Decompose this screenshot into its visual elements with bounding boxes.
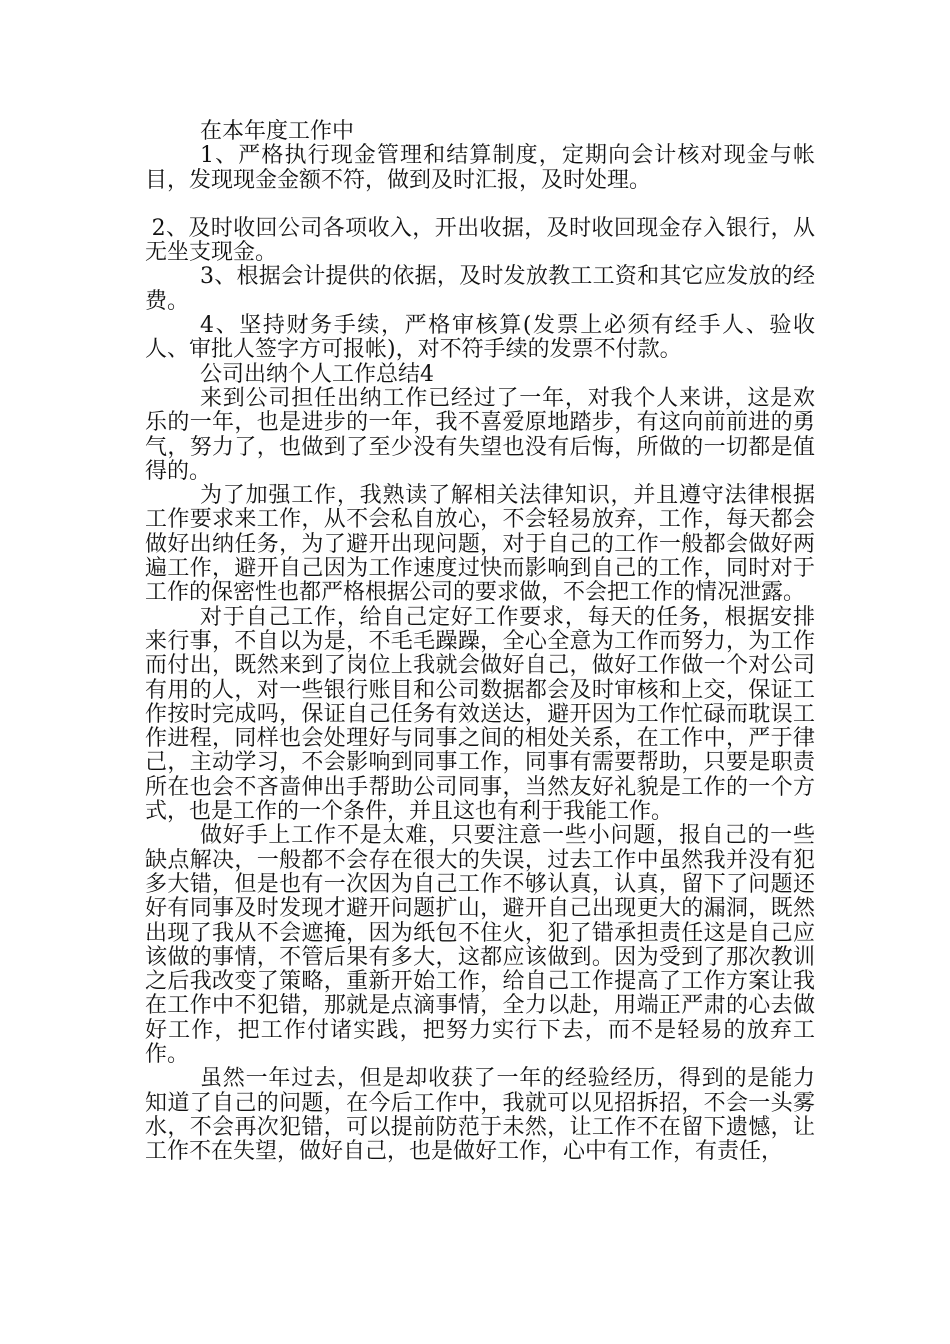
paragraph-body-5: 虽然一年过去，但是却收获了一年的经验经历，得到的是能力知道了自己的问题，在今后工作中，我就可以见招拆招，不会一头雾水，不会再次犯错，可以提前防范于未然，让工作不在留下遗憾，让工作不在失望，做好自己，也是做好工作，心中有工作，有责任， — [145, 1066, 815, 1165]
paragraph-body-1: 来到公司担任出纳工作已经过了一年，对我个人来讲，这是欢乐的一年，也是进步的一年，我不喜爱原地踏步，有这向前前进的勇气，努力了，也做到了至少没有失望也没有后悔，所做的一切都是值得的。 — [145, 385, 815, 484]
paragraph-item-4: 4、坚持财务手续，严格审核算(发票上必须有经手人、验收人、审批人签字方可报帐)，对不符手续的发票不付款。 — [145, 313, 815, 363]
paragraph-intro: 在本年度工作中 — [200, 119, 355, 144]
section-heading: 公司出纳个人工作总结4 — [200, 361, 434, 387]
paragraph-body-4: 做好手上工作不是太难，只要注意一些小问题，报自己的一些缺点解决，一般都不会存在很大的失误，过去工作中虽然我并没有犯多大错，但是也有一次因为自己工作不够认真，认真，留下了问题还好有同事及时发现才避开问题扩山，避开自己出现更大的漏洞，既然出现了我从不会遮掩，因为纸包不住火，犯了错承担责任这是自己应该做的事情，不管后果有多大，这都应该做到。因为受到了那次教训之后我改变了策略，重新开始工作，给自己工作提高了工作方案让我在工作中不犯错，那就是点滴事情，全力以赴，用端正严肃的心去做好工作，把工作付诸实践，把努力实行下去，而不是轻易的放弃工作。 — [145, 823, 815, 1067]
document-body — [145, 120, 815, 1164]
paragraph-body-3: 对于自己工作，给自己定好工作要求，每天的任务，根据安排来行事，不自以为是，不毛毛躁躁，全心全意为工作而努力，为工作而付出，既然来到了岗位上我就会做好自己，做好工作做一个对公司有用的人，对一些银行账目和公司数据都会及时审核和上交，保证工作按时完成吗，保证自己任务有效送达，避开因为工作忙碌而耽误工作进程，同样也会处理好与同事之间的相处关系，在工作中，严于律己，主动学习，不会影响到同事工作，同事有需要帮助，只要是职责所在也会不吝啬伸出手帮助公司同事，当然友好礼貌是工作的一个方式，也是工作的一个条件，并且这也有利于我能工作。 — [145, 604, 815, 825]
paragraph-item-3: 3、根据会计提供的依据，及时发放教工工资和其它应发放的经费。 — [145, 264, 815, 314]
paragraph-item-2: 2、及时收回公司各项收入，开出收据，及时收回现金存入银行，从无坐支现金。 — [145, 215, 815, 266]
paragraph-body-2: 为了加强工作，我熟读了解相关法律知识，并且遵守法律根据工作要求来工作，从不会私自放心，不会轻易放弃，工作，每天都会做好出纳任务，为了避开出现问题，对于自己的工作一般都会做好两遍工作，避开自己因为工作速度过快而影响到自己的工作，同时对于工作的保密性也都严格根据公司的要求做，不会把工作的情况泄露。 — [145, 483, 815, 606]
paragraph-item-1: 1、严格执行现金管理和结算制度，定期向会计核对现金与帐目，发现现金金额不符，做到及时汇报，及时处理。 — [145, 143, 815, 193]
